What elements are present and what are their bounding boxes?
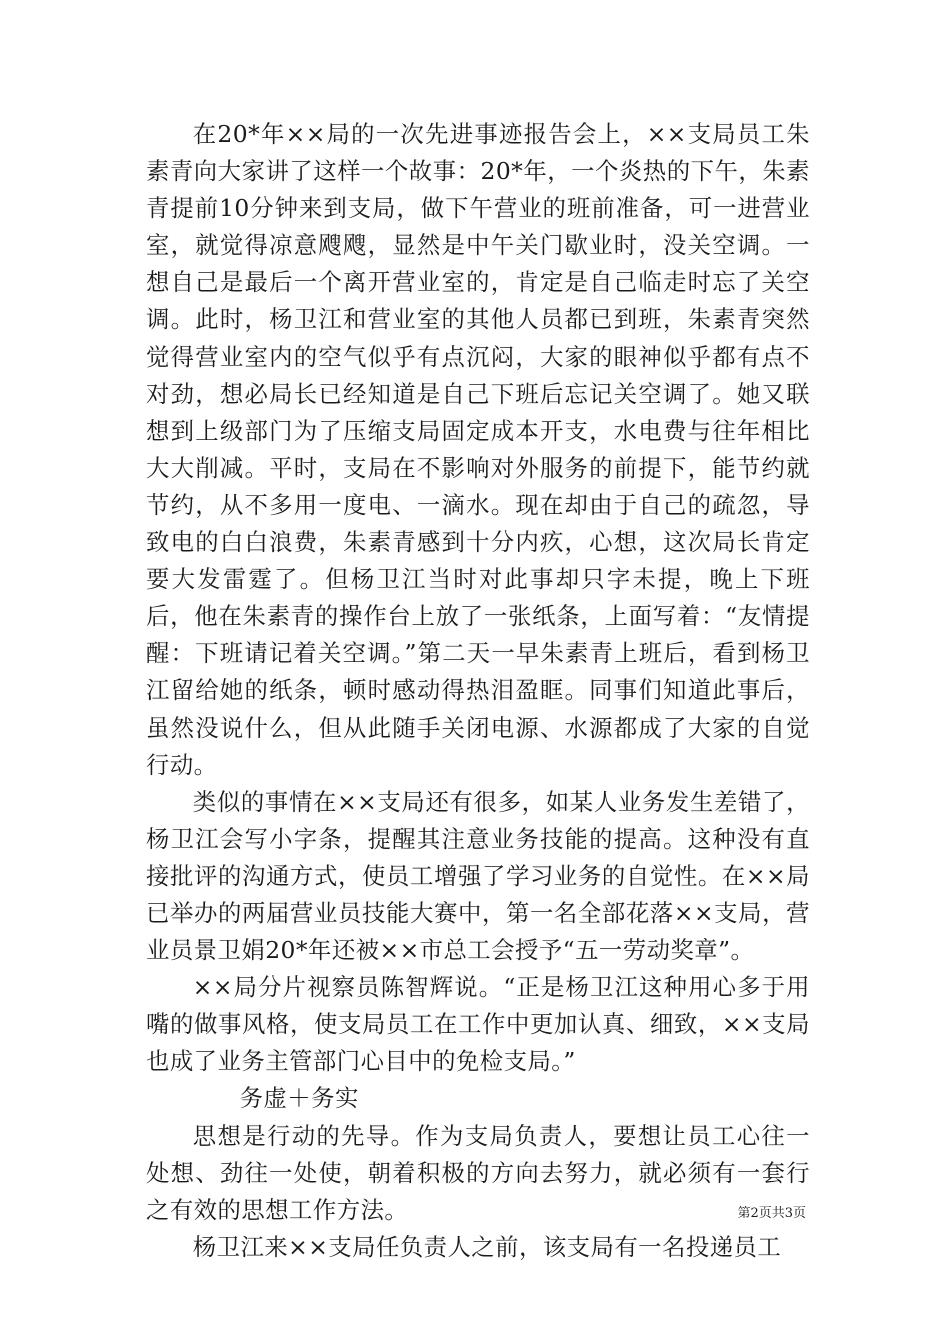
paragraph-thought-guide: 思想是行动的先导。作为支局负责人，要想让员工心往一处想、劲往一处使，朝着积极的方向去努力，就必须有一套行之有效的思想工作方法。: [146, 1121, 810, 1224]
paragraph-inspector-quote: ××局分片视察员陈智辉说。“正是杨卫江这种用心多于用嘴的做事风格，使支局员工在工作中更加认真、细致，××支局也成了业务主管部门心目中的免检支局。”: [146, 973, 810, 1076]
document-body: [146, 116, 810, 1266]
page-number-footer: 第2页共3页: [737, 1206, 806, 1221]
section-heading: 务虚＋务实: [239, 1084, 359, 1113]
paragraph-story: 在20*年××局的一次先进事迹报告会上，××支局员工朱素青向大家讲了这样一个故事：20*年，一个炎热的下午，朱素青提前10分钟来到支局，做下午营业的班前准备，可一进营业室，就觉得凉意飕飕，显然是中午关门歇业时，没关空调。一想自己是最后一个离开营业室的，肯定是自己临走时忘了关空调。此时，杨卫江和营业室的其他人员都已到班，朱素青突然觉得营业室内的空气似乎有点沉闷，大家的眼神似乎都有点不对劲，想必局长已经知道是自己下班后忘记关空调了。她又联想到上级部门为了压缩支局固定成本开支，水电费与往年相比大大削减。平时，支局在不影响对外服务的前提下，能节约就节约，从不多用一度电、一滴水。现在却由于自己的疏忽，导致电的白白浪费，朱素青感到十分内疚，心想，这次局长肯定要大发雷霆了。但杨卫江当时对此事却只字未提，晚上下班后，他在朱素青的操作台上放了一张纸条，上面写着：“友情提醒：下班请记着关空调。”第二天一早朱素青上班后，看到杨卫江留给她的纸条，顿时感动得热泪盈眶。同事们知道此事后，虽然没说什么，但从此随手关闭电源、水源都成了大家的自觉行动。: [146, 120, 810, 779]
paragraph-similar-cases: 类似的事情在××支局还有很多，如某人业务发生差错了，杨卫江会写小字条，提醒其注意业务技能的提高。这种没有直接批评的沟通方式，使员工增强了学习业务的自觉性。在××局已举办的两届营业员技能大赛中，第一名全部花落××支局，营业员景卫娟20*年还被××市总工会授予“五一劳动奖章”。: [146, 787, 810, 965]
paragraph-before-arrival: 杨卫江来××支局任负责人之前，该支局有一名投递员工: [192, 1232, 782, 1261]
